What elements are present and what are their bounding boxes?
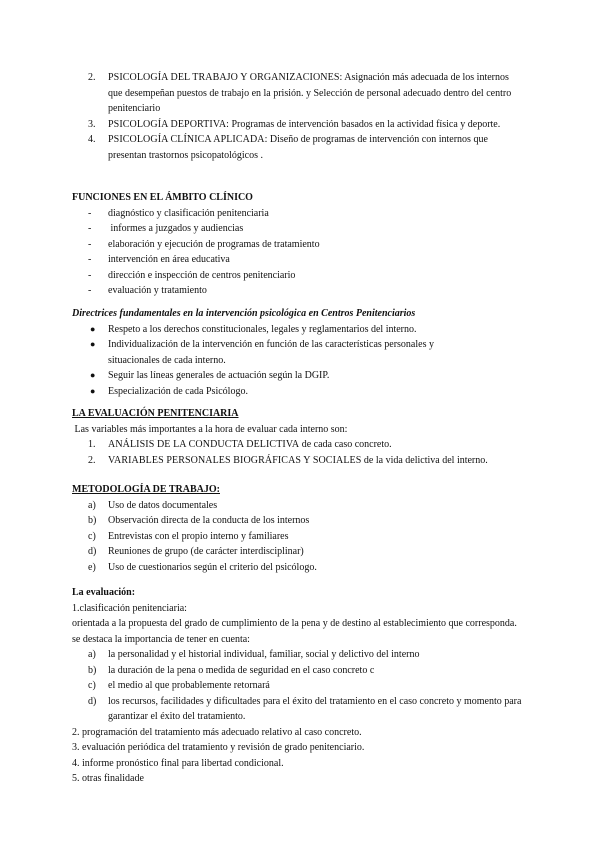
funciones-section [0,190,600,299]
section-heading: Directrices fundamentales en la intervención psicológica en Centros Penitenciarios [72,308,416,319]
list-item [0,252,600,268]
list-letter: c) [88,680,96,691]
item-heading: PSICOLOGÍA DEL TRABAJO Y ORGANIZACIONES [108,72,340,83]
item-text: de la vida delictiva del interno. [361,454,488,466]
dash-marker: - [88,207,92,219]
item-text: diagnóstico y clasificación penitenciaria [108,207,269,219]
bullet-marker: ● [90,370,96,380]
list-item [0,663,522,679]
list-item [0,544,600,560]
bullet-marker: ● [90,385,96,396]
list-item [0,368,488,384]
la-evaluacion-section [0,585,600,787]
item-text: : Programas de intervención basados en la actividad física y deporte. [226,118,501,130]
list-item [0,437,600,453]
list-item [0,337,488,368]
item-text: el medio al que probablemente retornará [108,680,270,691]
item-text: Reuniones de grupo (de carácter interdisciplinar) [108,546,304,557]
list-item [0,647,522,663]
item-text: la personalidad y el historial individual, familiar, social y delictivo del interno [108,649,420,660]
list-number: 4. [88,134,96,145]
paragraph: 3. evaluación periódica del tratamiento y revisión de grado penitenciario. [72,742,365,753]
dash-marker: - [88,254,92,265]
item-text: Especialización de cada Psicólogo. [108,385,248,397]
dash-marker: - [88,238,92,250]
list-item [0,206,600,222]
item-text: los recursos, facilidades y dificultades para el éxito del tratamiento en el caso concreto y momento para garantizar el éxito del tratamiento. [108,695,522,722]
list-item [0,513,600,529]
item-text: dirección e inspección de centros penitenciario [108,269,296,281]
list-item [0,70,518,117]
item-text: Observación directa de la conducta de los internos [108,515,310,526]
dash-marker: - [88,223,92,234]
list-item [0,322,488,338]
list-letter: a) [88,649,96,660]
dash-marker: - [88,269,92,281]
section-heading: FUNCIONES EN EL ÁMBITO CLÍNICO [72,192,253,203]
list-item [0,498,600,514]
item-text: elaboración y ejecución de programas de tratamiento [108,238,320,250]
item-text: la duración de la pena o medida de seguridad en el caso concreto c [108,664,375,676]
list-item [0,268,600,284]
item-heading: PSICOLOGÍA DEPORTIVA [108,118,227,130]
item-text: de cada caso concreto. [299,439,392,450]
paragraph: 2. programación del tratamiento más adecuado relativo al caso concreto. [72,726,362,738]
list-letter: c) [88,530,96,542]
section-heading: La evaluación: [72,587,136,598]
list-item [0,132,518,163]
list-item [0,117,518,133]
list-item [0,453,600,469]
item-heading: PSICOLOGÍA CLÍNICA APLICADA [108,134,265,145]
list-letter: b) [88,515,97,526]
list-item [0,221,600,237]
list-letter: e) [88,561,96,573]
item-text: Seguir las líneas generales de actuación según la DGIP. [108,370,330,381]
item-heading: VARIABLES PERSONALES BIOGRÁFICAS Y SOCIALES [108,454,362,466]
paragraph: 5. otras finalidade [72,773,144,784]
item-text: : Diseño de programas de intervención con internos que presentan trastornos psicopatológicos . [108,134,488,161]
list-number: 2. [88,454,96,466]
item-text: Uso de cuestionarios según el criterio del psicólogo. [108,561,317,573]
list-letter: d) [88,695,97,707]
section-intro: Las variables más importantes a la hora de evaluar cada interno son: [72,423,348,435]
list-letter: d) [88,546,97,557]
item-heading: ANÁLISIS DE LA CONDUCTA DELICTIVA [108,439,300,450]
list-letter: a) [88,499,96,511]
paragraph: 4. informe pronóstico final para libertad condicional. [72,757,284,769]
item-text: informes a juzgados y audiencias [108,223,244,234]
dash-marker: - [88,285,92,296]
evaluacion-penitenciaria-section [0,406,600,468]
list-letter: b) [88,664,97,676]
list-item [0,560,600,576]
item-text: evaluación y tratamiento [108,285,207,296]
list-item [0,678,522,694]
paragraph: orientada a la propuesta del grado de cumplimiento de la pena y de destino al establecimiento que corresponda. se destaca la importancia de tener en cuenta: [72,618,517,645]
section-heading: METODOLOGÍA DE TRABAJO: [72,484,220,495]
item-text: : Asignación más adecuada de los internos que desempeñan puestos de trabajo en la prisión. y Selección de personal adecuado dentro del centro penitenciario [108,72,512,114]
item-text: Uso de datos documentales [108,499,218,511]
item-text: Respeto a los derechos constitucionales, legales y reglamentarios del interno. [108,323,417,335]
item-text: intervención en área educativa [108,254,230,265]
list-item [0,237,600,253]
list-number: 3. [88,118,96,130]
bullet-marker: ● [90,339,96,349]
metodologia-section [0,482,600,575]
item-text: Entrevistas con el propio interno y familiares [108,530,289,542]
list-item [0,384,488,400]
list-item [0,694,522,725]
directrices-section [0,306,600,399]
list-item [0,283,600,299]
psychology-areas-list [0,70,600,163]
list-number: 1. [88,439,96,450]
bullet-marker: ● [90,323,96,334]
list-item [0,529,600,545]
item-text: Individualización de la intervención en función de las características personales y situacionales de cada interno. [108,339,434,366]
paragraph: 1.clasificación penitenciaria: [72,602,187,614]
list-number: 2. [88,72,96,83]
section-heading: LA EVALUACIÓN PENITENCIARIA [72,408,239,419]
